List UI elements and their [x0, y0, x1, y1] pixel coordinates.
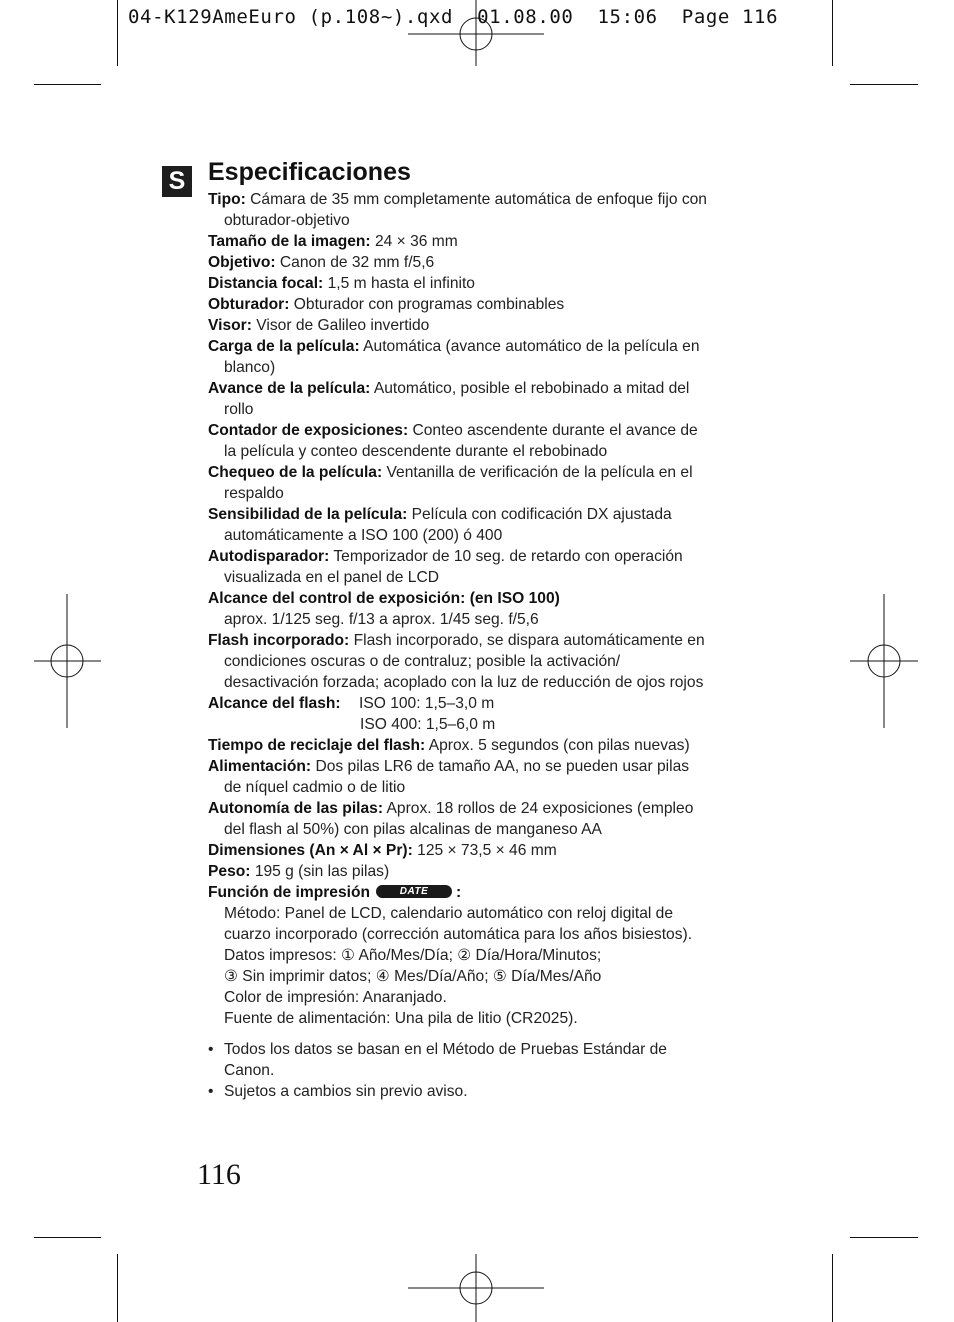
spec-continuation: aprox. 1/125 seg. f/13 a aprox. 1/45 seg. f/5,6 — [224, 611, 539, 628]
spec-label: Tamaño de la imagen: — [208, 233, 371, 250]
spec-item — [208, 840, 768, 861]
spec-value: Visor de Galileo invertido — [256, 317, 430, 334]
spec-label: Peso: — [208, 863, 251, 880]
spec-continuation: visualizada en el panel de LCD — [224, 569, 439, 586]
spec-value: ISO 100: 1,5–3,0 m — [359, 695, 495, 712]
spec-label: Obturador: — [208, 296, 290, 313]
spec-item — [208, 420, 768, 462]
spec-value: Ventanilla de verificación de la película en el — [386, 464, 693, 481]
spec-item — [208, 252, 768, 273]
spec-item — [208, 294, 768, 315]
spec-continuation: desactivación forzada; acoplado con la luz de reducción de ojos rojos — [224, 674, 704, 691]
spec-label: Autodisparador: — [208, 548, 330, 565]
spec-item — [208, 798, 768, 840]
note-text: Todos los datos se basan en el Método de Pruebas Estándar de — [224, 1041, 667, 1058]
page-number: 116 — [197, 1158, 241, 1191]
spec-label: Flash incorporado: — [208, 632, 350, 649]
spec-label: Alcance del flash: — [208, 695, 341, 712]
spec-item-date-function — [208, 882, 768, 1029]
spec-value: 1,5 m hasta el infinito — [327, 275, 475, 292]
spec-value: Aprox. 18 rollos de 24 exposiciones (empleo — [386, 800, 694, 817]
spec-label: Alcance del control de exposición: (en ISO 100) — [208, 590, 560, 607]
spec-item — [208, 546, 768, 588]
spec-continuation: rollo — [224, 401, 254, 418]
note-text: Sujetos a cambios sin previo aviso. — [224, 1083, 468, 1100]
spec-continuation: de níquel cadmio o de litio — [224, 779, 406, 796]
specifications-list — [208, 189, 768, 1102]
spec-label: Tipo: — [208, 191, 246, 208]
spec-value: 195 g (sin las pilas) — [254, 863, 390, 880]
spec-label: Autonomía de las pilas: — [208, 800, 384, 817]
bullet-icon: • — [208, 1083, 214, 1100]
spec-item — [208, 588, 768, 630]
spec-value: Película con codificación DX ajustada — [411, 506, 672, 523]
date-mode-icon: DATE — [376, 885, 452, 898]
registration-mark-right — [850, 594, 918, 728]
spec-label: Objetivo: — [208, 254, 276, 271]
spec-label: Carga de la película: — [208, 338, 360, 355]
spec-label: Chequeo de la película: — [208, 464, 383, 481]
crop-mark — [832, 1254, 833, 1322]
spec-label: Alimentación: — [208, 758, 312, 775]
spec-continuation: ISO 400: 1,5–6,0 m — [360, 716, 496, 733]
note-text: Canon. — [224, 1062, 275, 1079]
bullet-icon: • — [208, 1041, 214, 1058]
spec-item — [208, 735, 768, 756]
spec-value: Obturador con programas combinables — [293, 296, 565, 313]
spec-continuation: respaldo — [224, 485, 284, 502]
spec-item — [208, 378, 768, 420]
spec-value: Flash incorporado, se dispara automáticamente en — [353, 632, 705, 649]
spec-value: Automático, posible el rebobinado a mitad del — [373, 380, 690, 397]
spec-label: Función de impresión — [208, 884, 371, 901]
spec-label: Avance de la película: — [208, 380, 371, 397]
spec-value: Automática (avance automático de la película en — [363, 338, 700, 355]
spec-item — [208, 315, 768, 336]
spec-continuation: blanco) — [224, 359, 276, 376]
spec-value: Aprox. 5 segundos (con pilas nuevas) — [428, 737, 690, 754]
crop-mark — [117, 0, 118, 66]
spec-continuation: condiciones oscuras o de contraluz; posible la activación/ — [224, 653, 621, 670]
page-title: Especificaciones — [208, 158, 411, 186]
spec-item — [208, 630, 768, 693]
spec-continuation: Método: Panel de LCD, calendario automático con reloj digital de — [224, 905, 674, 922]
crop-mark — [34, 1237, 101, 1238]
crop-mark — [34, 84, 101, 85]
spec-item-flash-range — [208, 693, 768, 735]
spec-continuation: la película y conteo descendente durante el rebobinado — [224, 443, 608, 460]
spec-label: Dimensiones (An × Al × Pr): — [208, 842, 413, 859]
spec-label-colon: : — [456, 884, 462, 901]
spec-value: Dos pilas LR6 de tamaño AA, no se pueden usar pilas — [315, 758, 690, 775]
crop-mark — [832, 0, 833, 66]
spec-label: Visor: — [208, 317, 252, 334]
spec-continuation: Color de impresión: Anaranjado. — [224, 989, 447, 1006]
crop-mark — [850, 1237, 918, 1238]
spec-item — [208, 756, 768, 798]
spec-continuation: cuarzo incorporado (corrección automática para los años bisiestos). — [224, 926, 693, 943]
spec-continuation: Fuente de alimentación: Una pila de litio (CR2025). — [224, 1010, 578, 1027]
spec-value: Conteo ascendente durante el avance de — [412, 422, 698, 439]
spec-label: Sensibilidad de la película: — [208, 506, 408, 523]
language-badge: S — [162, 166, 192, 197]
spec-value: 125 × 73,5 × 46 mm — [417, 842, 557, 859]
crop-mark — [117, 1254, 118, 1322]
spec-label: Distancia focal: — [208, 275, 324, 292]
spec-continuation: del flash al 50%) con pilas alcalinas de manganeso AA — [224, 821, 602, 838]
spec-label: Tiempo de reciclaje del flash: — [208, 737, 426, 754]
crop-mark — [850, 84, 918, 85]
note-item — [208, 1039, 768, 1081]
spec-continuation: obturador-objetivo — [224, 212, 350, 229]
spec-item — [208, 336, 768, 378]
spec-item — [208, 861, 768, 882]
spec-label: Contador de exposiciones: — [208, 422, 409, 439]
spec-item — [208, 462, 768, 504]
spec-continuation: ③ Sin imprimir datos; ④ Mes/Día/Año; ⑤ Día/Mes/Año — [224, 968, 602, 985]
spec-value: Cámara de 35 mm completamente automática de enfoque fijo con — [250, 191, 707, 208]
spec-continuation: automáticamente a ISO 100 (200) ó 400 — [224, 527, 503, 544]
registration-mark-bottom — [408, 1254, 544, 1322]
registration-mark-left — [34, 594, 101, 728]
note-item — [208, 1081, 768, 1102]
spec-item — [208, 231, 768, 252]
spec-item — [208, 189, 768, 231]
spec-value: Canon de 32 mm f/5,6 — [279, 254, 435, 271]
spec-continuation: Datos impresos: ① Año/Mes/Día; ② Día/Hora/Minutos; — [224, 947, 602, 964]
spec-value: 24 × 36 mm — [374, 233, 458, 250]
spec-item — [208, 273, 768, 294]
spec-item — [208, 504, 768, 546]
print-slug: 04-K129AmeEuro (p.108~).qxd 01.08.00 15:06 Page 116 — [128, 6, 779, 28]
spec-value: Temporizador de 10 seg. de retardo con operación — [333, 548, 683, 565]
